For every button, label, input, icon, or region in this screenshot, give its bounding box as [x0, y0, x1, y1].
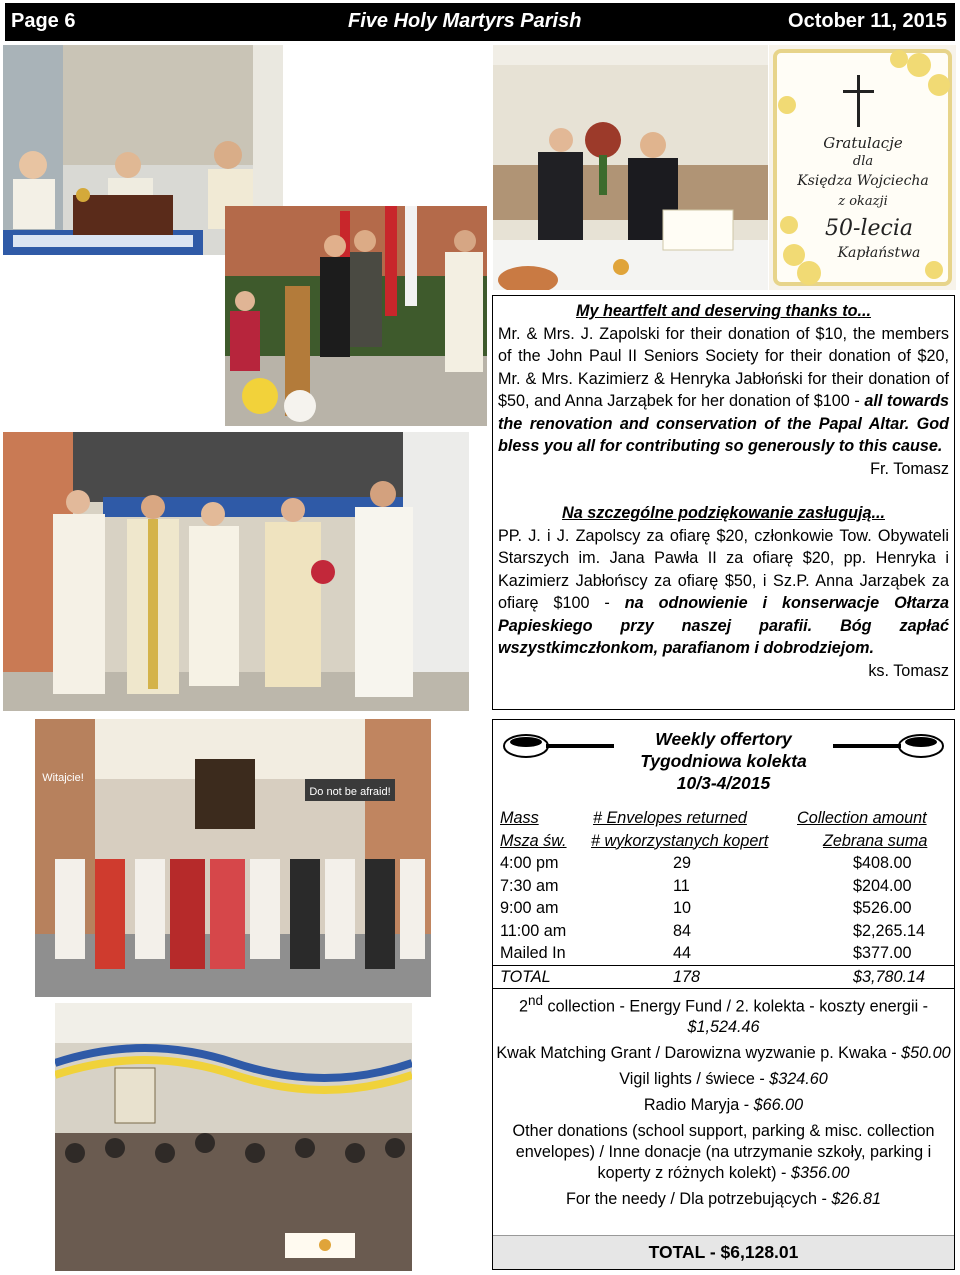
column-header: Mass: [500, 809, 539, 827]
mass-time: Mailed In: [500, 944, 566, 962]
offertory-title-pl: Tygodniowa kolekta: [640, 751, 807, 771]
photo-two-priests: [493, 45, 768, 290]
needy-collection-label: For the needy / Dla potrzebujących -: [566, 1190, 832, 1209]
page-number: Page 6: [11, 10, 76, 32]
thanks-heading-pl: Na szczególne podziękowanie zasługują...: [562, 504, 885, 522]
vigil-lights-label: Vigil lights / świece -: [619, 1070, 770, 1089]
envelope-count: 10: [673, 899, 692, 917]
offertory-dates: 10/3-4/2015: [676, 773, 771, 793]
envelope-count: 29: [673, 854, 692, 872]
needy-collection: [493, 1189, 954, 1210]
table-row: [493, 942, 954, 965]
needy-collection-amount: $26.81: [831, 1190, 881, 1209]
thanks-body-pl: [498, 525, 949, 680]
envelope-count: 84: [673, 921, 692, 940]
thanks-body-pl-emphasis: na odnowienie i konserwacje Ołtarza Papieskiego przy naszej parafii. Bóg zapłać wszystkimczłonkom, parafianom i dobrodziejom.: [498, 594, 949, 657]
envelope-count: 44: [673, 944, 692, 962]
radio-maryja: [493, 1095, 954, 1116]
table-row: [493, 920, 954, 943]
column-header: # Envelopes returned: [593, 809, 747, 827]
other-donations-amount: $356.00: [790, 1164, 850, 1183]
photo-anniversary-cake: [769, 45, 956, 290]
offertory-title-en: Weekly offertory: [655, 729, 792, 749]
mass-time: 9:00 am: [500, 899, 559, 917]
column-header: Collection amount: [797, 809, 927, 827]
column-header: # wykorzystanych kopert: [591, 831, 769, 850]
column-header: Msza św.: [500, 831, 567, 850]
radio-maryja-label: Radio Maryja -: [643, 1096, 754, 1115]
other-donations: [493, 1121, 954, 1184]
second-collection-amount: $1,524.46: [687, 1018, 760, 1037]
cake-text-line-5: 50-lecia: [825, 216, 913, 241]
vigil-lights-amount: $324.60: [769, 1070, 828, 1089]
cake-text-line-3: Księdza Wojciecha: [797, 173, 929, 189]
table-row: [493, 852, 954, 875]
table-row: [493, 875, 954, 898]
weekly-offertory: [492, 719, 955, 1270]
collection-amount: $526.00: [853, 899, 912, 917]
cake-text-line-4: z okazji: [838, 194, 888, 209]
thank-you-notice: [492, 295, 955, 710]
banner-witajcie: Witajcie!: [42, 772, 84, 784]
photo-folk-costumes: [35, 719, 431, 997]
collection-amount: $408.00: [853, 854, 912, 872]
kwak-grant: [493, 1043, 954, 1064]
other-collections: [493, 990, 954, 1215]
envelope-count: 11: [673, 876, 690, 895]
photo-parish-hall: [55, 1003, 412, 1271]
thanks-body-en: [498, 323, 949, 478]
kwak-grant-label: Kwak Matching Grant / Darowizna wyzwanie p. Kwaka -: [496, 1044, 902, 1063]
thanks-body-pl-text: PP. J. i J. Zapolscy za ofiarę $20, członkowie Tow. Obywateli Starszych im. Jana Pawła II za ofiarę $20, pp. Henryka i Kazimierz Jabłońscy za ofiarę $50, i Sz.P. Anna Jarząbek za ofiarę $100 -: [498, 526, 949, 612]
photo-priests-group: [3, 432, 469, 711]
mass-time: 4:00 pm: [500, 854, 559, 872]
mass-time: 7:30 am: [500, 876, 559, 895]
second-collection-label: collection - Energy Fund / 2. kolekta - koszty energii -: [542, 997, 929, 1016]
radio-maryja-amount: $66.00: [753, 1096, 804, 1115]
thanks-heading-en: My heartfelt and deserving thanks to...: [575, 302, 872, 320]
thanks-body-en-emphasis: all towards the renovation and conservation of the Papal Altar. God bless you all for contributing so generously to this cause.: [498, 392, 949, 455]
cake-text-line-2: dla: [852, 154, 874, 169]
issue-date: October 11, 2015: [788, 10, 947, 32]
parish-name: Five Holy Martyrs Parish: [348, 10, 582, 32]
cake-text-line-6: Kapłaństwa: [837, 245, 921, 261]
table-header-en: [493, 807, 954, 830]
kwak-grant-amount: $50.00: [901, 1044, 951, 1063]
other-donations-label: Other donations (school support, parking & misc. collection envelopes) / Inne donacje (na utrzymanie szkoły, parking i koperty z różnych kolekt) -: [512, 1122, 935, 1183]
second-collection-ordinal: nd: [527, 993, 543, 1008]
thanks-signature-en: Fr. Tomasz: [870, 459, 949, 478]
banner-do-not-be-afraid: Do not be afraid!: [309, 786, 391, 798]
second-collection-number: 2: [518, 997, 528, 1016]
collection-amount: $2,265.14: [853, 921, 926, 940]
cake-text-line-1: Gratulacje: [823, 134, 903, 152]
page-header: [5, 3, 955, 41]
table-header-pl: [493, 830, 954, 853]
mass-time: 11:00 am: [500, 921, 567, 940]
total-envelopes: 178: [673, 967, 701, 986]
thanks-body-en-text: Mr. & Mrs. J. Zapolski for their donation of $10, the members of the John Paul II Seniors Society for their donation of $20, Mr. & Mrs. Kazimierz & Henryka Jabłoński for their donation of $50, and Anna Jarząbek for her donation of $100 -: [498, 324, 949, 410]
total-amount: $3,780.14: [853, 967, 926, 986]
collection-amount: $204.00: [853, 876, 912, 895]
table-total-row: [493, 965, 954, 989]
offertory-table: [493, 807, 954, 989]
total-label: TOTAL: [500, 967, 551, 986]
grand-total: TOTAL - $6,128.01: [493, 1235, 954, 1269]
vigil-lights: [493, 1069, 954, 1090]
table-row: [493, 897, 954, 920]
photo-outdoor-flags: [225, 206, 487, 426]
column-header: Zebrana suma: [823, 831, 928, 850]
collection-amount: $377.00: [853, 944, 912, 962]
thanks-signature-pl: ks. Tomasz: [868, 661, 949, 680]
offertory-title: [493, 728, 954, 794]
second-collection: [493, 990, 954, 1038]
